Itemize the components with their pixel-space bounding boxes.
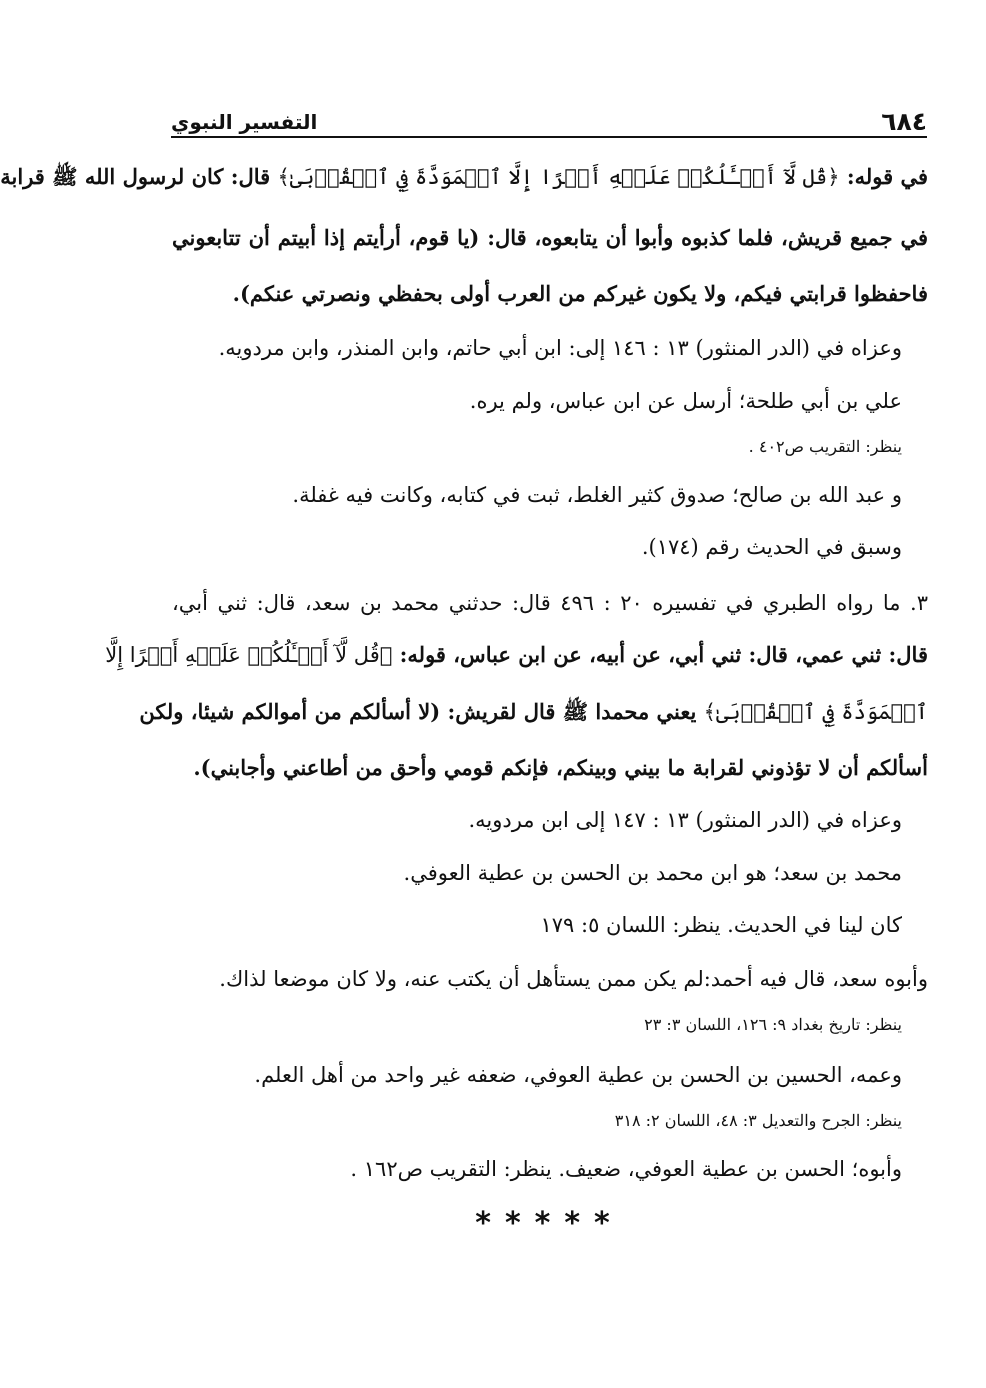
page-number: ٦٨٤	[881, 107, 927, 136]
running-title: التفسير النبوي	[171, 110, 318, 134]
section-separator: *****	[475, 1206, 624, 1241]
reference-line: ينظر: التقريب ص٤٠٢ .	[748, 437, 902, 456]
text-line: وعزاه في (الدر المنثور) ١٣ : ١٤٧ إلى ابن مردويه.	[468, 808, 902, 832]
reference-line: ينظر: الجرح والتعديل ٣: ٤٨، اللسان ٢: ٣١٨	[614, 1111, 902, 1130]
text-line: وسبق في الحديث رقم (١٧٤).	[641, 535, 902, 559]
line-text: قال: ثني عمي، قال: ثني أبي، عن أبيه، عن ابن عباس، قوله:	[392, 642, 928, 667]
quran-verse: ﴿قُل لَّآ أَسۡـَٔلُكُمۡ عَلَيۡهِ أَجۡرًا إِلَّا	[105, 643, 393, 667]
quran-verse: ٱلۡمَوَدَّةَ فِي ٱلۡقُرۡبَىٰ﴾	[703, 700, 928, 724]
text-line: في جميع قريش، فلما كذبوه وأبوا أن يتابعوه، قال: (يا قوم، أرأيتم إذا أبيتم أن تتابعوني	[172, 225, 928, 250]
text-line: كان لينا في الحديث. ينظر: اللسان ٥: ١٧٩	[540, 913, 902, 937]
text-line: فاحفظوا قرابتي فيكم، ولا يكون غيركم من العرب أولى بحفظي ونصرتي عنكم).	[232, 281, 928, 306]
text-line	[0, 154, 928, 200]
text-line: و عبد الله بن صالح؛ صدوق كثير الغلط، ثبت في كتابه، وكانت فيه غفلة.	[292, 483, 902, 507]
quran-verse: ﴿قُل لَّآ أَسۡـَٔلُكُمۡ عَلَيۡهِ أَجۡرًا إِلَّا ٱلۡمَوَدَّةَ فِي ٱلۡقُرۡبَىٰ﴾	[277, 165, 840, 189]
page-header	[171, 108, 927, 138]
text-line	[105, 632, 928, 678]
line-text: قال: كان لرسول الله ﷺ قرابة	[0, 164, 278, 189]
line-text: في قوله:	[839, 164, 928, 189]
text-line: وأبوه سعد، قال فيه أحمد:لم يكن ممن يستأهل أن يكتب عنه، ولا كان موضعا لذاك.	[219, 967, 928, 991]
text-line: وعمه، الحسين بن الحسن بن عطية العوفي، ضعفه غير واحد من أهل العلم.	[254, 1063, 902, 1087]
line-text: يعني محمدا ﷺ قال لقريش: (لا أسألكم من أموالكم شيئا، ولكن	[139, 699, 704, 724]
text-line: أسألكم أن لا تؤذوني لقرابة ما بيني وبينكم، فإنكم قومي وأحق من أطاعني وأجابني).	[193, 755, 928, 780]
text-line: محمد بن سعد؛ هو ابن محمد بن الحسن بن عطية العوفي.	[403, 861, 902, 885]
reference-line: ينظر: تاريخ بغداد ٩: ١٢٦، اللسان ٣: ٢٣	[644, 1015, 902, 1034]
text-line: وعزاه في (الدر المنثور) ١٣ : ١٤٦ إلى: ابن أبي حاتم، وابن المنذر، وابن مردويه.	[218, 336, 902, 360]
numbered-item: ٣. ما رواه الطبري في تفسيره ٢٠ : ٤٩٦ قال: حدثني محمد بن سعد، قال: ثني أبي،	[172, 591, 928, 615]
text-line: وأبوه؛ الحسن بن عطية العوفي، ضعيف. ينظر: التقريب ص١٦٢ .	[350, 1157, 902, 1181]
text-line: علي بن أبي طلحة؛ أرسل عن ابن عباس، ولم يره.	[469, 389, 902, 413]
text-line	[139, 689, 928, 735]
